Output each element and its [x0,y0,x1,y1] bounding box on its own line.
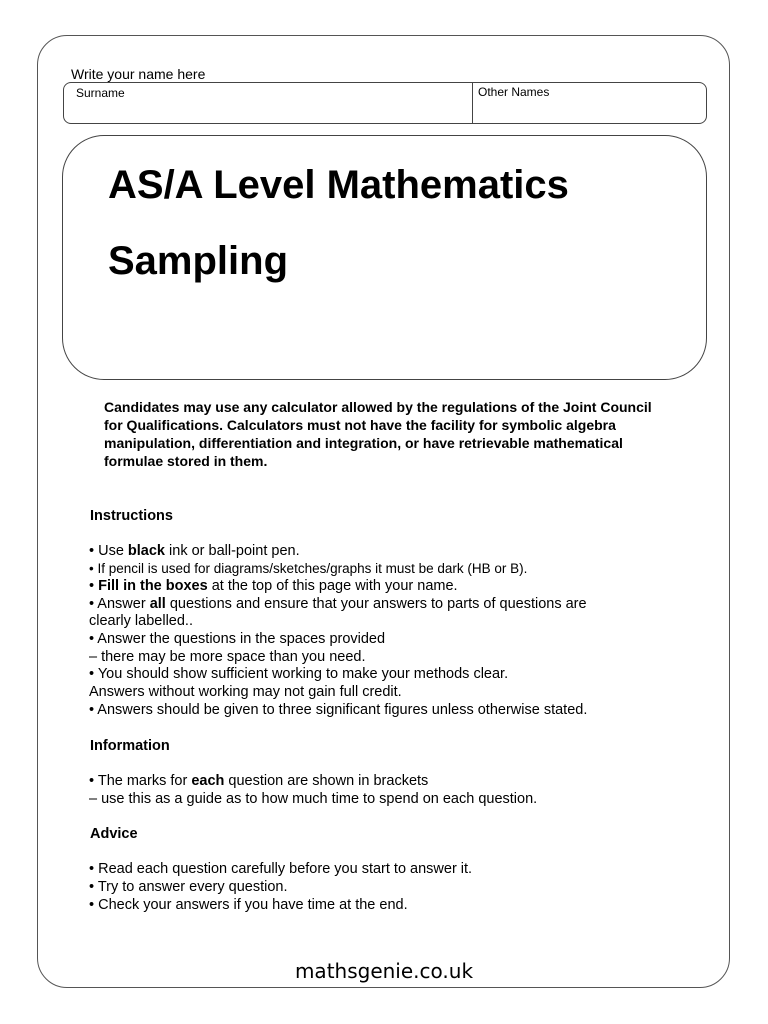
footer-site: mathsgenie.co.uk [294,959,474,983]
instruction-line: • If pencil is used for diagrams/sketches/graphs it must be dark (HB or B). [89,561,528,576]
instruction-line: • Answers should be given to three significant figures unless otherwise stated. [89,702,588,718]
instruction-line: • Answer all questions and ensure that your answers to parts of questions are [89,596,587,612]
name-box [63,82,707,124]
instruction-line: • Fill in the boxes at the top of this page with your name. [89,578,458,594]
instructions-heading: Instructions [90,508,173,524]
topic-title: Sampling [108,239,289,283]
advice-line: • Read each question carefully before you start to answer it. [89,861,473,877]
name-divider [472,83,473,123]
information-heading: Information [90,738,170,754]
calculator-note: Candidates may use any calculator allowed by the regulations of the Joint Council for Qualifications. Calculators must not have the facility for symbolic algebra manipulation, differentiation and integration, or have retrievable mathematical formulae stored in them. [104,399,652,469]
advice-line: • Check your answers if you have time at the end. [89,897,408,913]
instruction-line: clearly labelled.. [89,613,193,629]
name-prompt: Write your name here [71,66,206,82]
advice-heading: Advice [90,826,138,842]
page-title: AS/A Level Mathematics [108,163,569,207]
advice-line: • Try to answer every question. [89,879,288,895]
surname-field[interactable]: Surname [76,86,125,100]
instruction-line: Answers without working may not gain full credit. [89,684,402,700]
instruction-line: • Use black ink or ball-point pen. [89,543,300,559]
information-line: – use this as a guide as to how much time to spend on each question. [89,791,538,807]
information-line: • The marks for each question are shown in brackets [89,773,429,789]
instruction-line: • Answer the questions in the spaces provided [89,631,386,647]
instruction-line: • You should show sufficient working to make your methods clear. [89,666,509,682]
instruction-line: – there may be more space than you need. [89,649,366,665]
other-names-field[interactable]: Other Names [478,85,550,99]
